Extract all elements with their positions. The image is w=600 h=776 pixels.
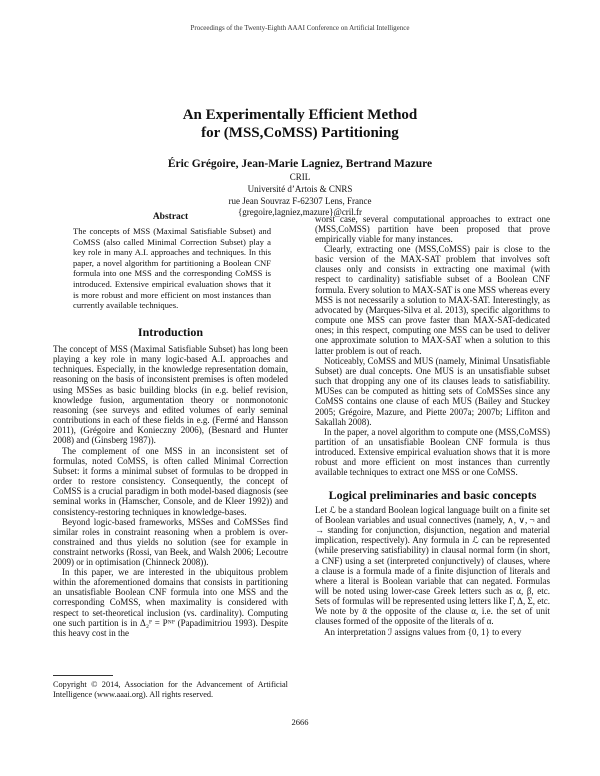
paragraph: An interpretation ℐ assigns values from {0, 1} to every — [324, 626, 522, 637]
paragraph: The concept of MSS (Maximal Satisfiable Subset) has long been playing a key role in many logic-based A.I. approaches and techniques. Especially, in the knowledge representation domain, reasoning on the basis of inconsistent premises is often modeled using MSSes as basic building blocks (in e.g. belief revision, knowledge fusion, argumentation theory or nonmonotonic reasoning (see surveys and edited volumes of early seminal contributions in each of these fields in e.g. (Fermé and Hansson 2011), (Grégoire and Konieczny 2006), (Besnard and Hunter 2008) and (Ginsberg 1987)). — [53, 344, 288, 446]
paragraph: Beyond logic-based frameworks, MSSes and CoMSSes find similar roles in constraint reasoning when a problem is over-constrained and thus yields no solution (see for example in constraint networks (Rossi, van Beek, and Walsh 2006; Lecoutre 2009) or in optimisation (Chinneck 2008)). — [53, 516, 288, 568]
affiliation-email: {gregoire,lagniez,mazure}@cril.fr — [237, 207, 363, 217]
proceedings-header: Proceedings of the Twenty-Eighth AAAI Conference on Artificial Intelligence — [190, 24, 410, 32]
paragraph: In the paper, a novel algorithm to compute one (MSS,CoMSS) partition of an unsatisfiable Boolean CNF formula is thus introduced. Extensive empirical evaluation shows that it is more robust and more efficient on most instances than currently available techniques to extract one MSS or one CoMSS. — [315, 426, 550, 478]
page-number: 2666 — [291, 717, 309, 727]
title-line-1: An Experimentally Efficient Method — [182, 107, 418, 123]
copyright-footnote: Copyright © 2014, Association for the Advancement of Artificial Intelligence (www.aaai.org). All rights reserved. — [53, 680, 288, 699]
paragraph: The complement of one MSS in an inconsistent set of formulas, noted CoMSS, is often called Minimal Correction Subset: it forms a minimal subset of formulas to be dropped in order to restore consistency. Consequently, the concept of CoMSS is a crucial paradigm in both model-based diagnosis (see seminal works in (Hamscher, Console, and de Kleer 1992)) and consistency-restoring techniques in knowledge-bases. — [53, 445, 288, 517]
paragraph-part-right-column: worst case, several computational approaches to extract one (MSS,CoMSS) partition have been proposed that prove empirically viable for many instances. — [315, 214, 550, 245]
paragraph-part-left-column: In this paper, we are interested in the ubiquitous problem within the aforementioned domains that consists in partitioning an unsatisfiable Boolean CNF formula into one MSS and the corresponding CoMSS, when maximality is considered with respect to set-theoretical inclusion (vs. cardinality). Computing one such partition is in Δ₂ᴾ = Pᴺᴾ (Papadimitriou 1993). Despite this heavy cost in the — [53, 567, 288, 638]
affiliation-lab: CRIL — [289, 172, 311, 182]
affiliation-address: rue Jean Souvraz F-62307 Lens, France — [228, 196, 372, 206]
abstract-heading: Abstract — [152, 212, 189, 222]
paragraph: Let ℒ be a standard Boolean logical language built on a finite set of Boolean variables and usual connectives (namely, ∧, ∨, ¬ and → standing for conjunction, disjunction, negation and material implication, respectively). Any formula in ℒ can be represented (while preserving satisfiability) in clausal normal form (in short, a CNF) using a set (interpreted conjunctively) of clauses, where a clause is a formula made of a finite disjunction of literals and where a literal is Boolean variable that can negated. Formulas will be noted using lower-case Greek letters such as α, β, etc. Sets of formulas will be represented using letters like Γ, Δ, Σ, etc. We note by ᾱ the opposite of the clause α, i.e. the set of unit clauses formed of the opposite of the literals of α. — [315, 504, 550, 627]
footnote-rule — [53, 675, 113, 676]
paragraph: Noticeably, CoMSS and MUS (namely, Minimal Unsatisfiable Subset) are dual concepts. One MUS is an unsatisfiable subset such that dropping any one of its clauses leads to satisfiability. MUSes can be computed as hitting sets of CoMSSes since any CoMSS contains one clause of each MUS (Bailey and Stuckey 2005; Grégoire, Mazure, and Piette 2007a; 2007b; Liffiton and Sakallah 2008). — [315, 355, 550, 427]
title-line-2: for (MSS,CoMSS) Partitioning — [201, 125, 399, 141]
preliminaries-heading: Logical preliminaries and basic concepts — [328, 487, 537, 502]
affiliation-university: Université d’Artois & CNRS — [247, 184, 353, 194]
right-column — [315, 244, 550, 637]
paragraph: Clearly, extracting one (MSS,CoMSS) pair is close to the basic version of the MAX-SAT problem that involves soft clauses only and consists in extracting one maximal (with respect to cardinality) satisfiable subset of a Boolean CNF formula. Every solution to MAX-SAT is one MSS whereas every MSS is not necessarily a solution to MAX-SAT. Interestingly, as advocated by (Marques-Silva et al. 2013), specific algorithms to compute one MSS can prove faster than MAX-SAT-dedicated ones; in this respect, computing one MSS can be used to deliver one approximate solution to MAX-SAT when a solution to this latter problem is out of reach. — [315, 244, 550, 356]
authors: Éric Grégoire, Jean-Marie Lagniez, Bertrand Mazure — [167, 158, 433, 170]
paper-title — [0, 106, 600, 142]
abstract-text: The concepts of MSS (Maximal Satisfiable Subset) and CoMSS (also called Minimal Correction Subset) play a key role in many A.I. approaches and techniques. In this paper, a novel algorithm for partitioning a Boolean CNF formula into one MSS and the corresponding CoMSS is introduced. Extensive empirical evaluation shows that it is more robust and more efficient on most instances than currently available techniques. — [73, 226, 271, 311]
introduction-heading: Introduction — [137, 325, 204, 339]
